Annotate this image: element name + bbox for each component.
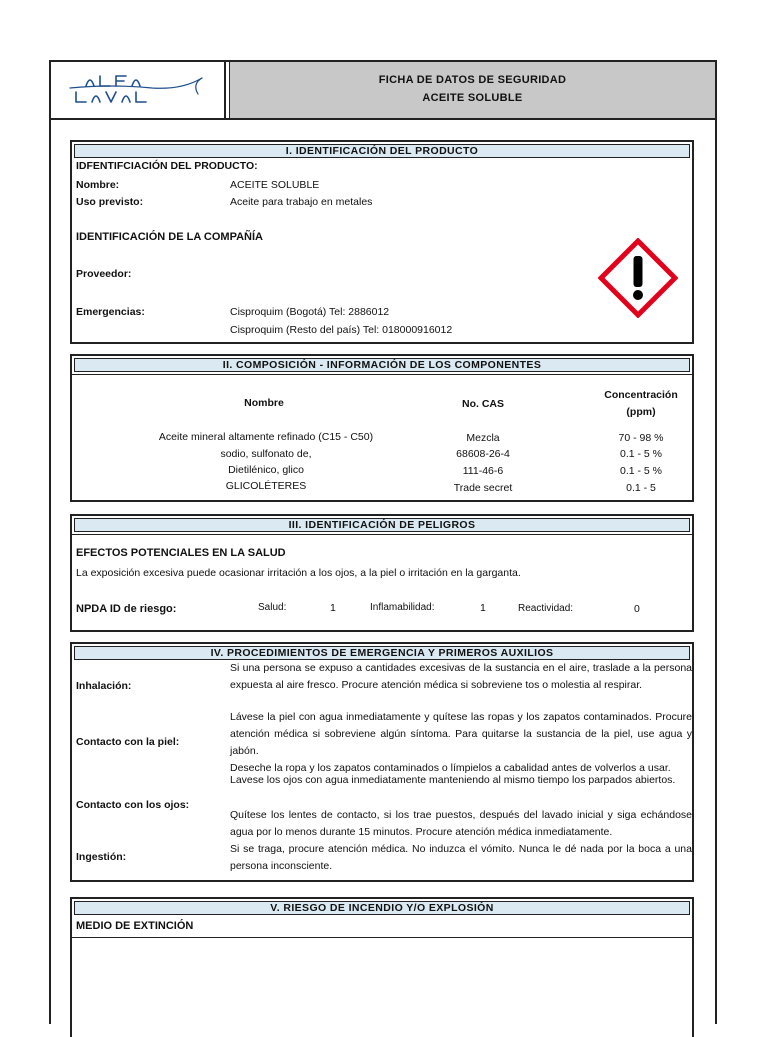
uso-value: Aceite para trabajo en metales (230, 196, 373, 208)
company-heading: IDENTIFICACIÓN DE LA COMPAÑÍA (76, 231, 263, 243)
uso-label: Uso previsto: (76, 196, 144, 208)
efectos-text: La exposición excesiva puede ocasionar irritación a los ojos, a la piel o irritación en la garganta. (76, 567, 521, 579)
table-cell-cas: 68608-26-4 (456, 448, 510, 460)
section-title: IV. PROCEDIMIENTOS DE EMERGENCIA Y PRIMEROS AUXILIOS (74, 646, 690, 660)
document-title-box (229, 62, 715, 118)
section-composicion (70, 354, 694, 502)
ojos-label: Contacto con los ojos: (76, 799, 190, 811)
reactividad-value: 0 (634, 603, 640, 615)
table-cell-conc: 0.1 - 5 % (619, 465, 663, 477)
inhalacion-label: Inhalación: (76, 680, 132, 692)
inflamabilidad-label: Inflamabilidad: (370, 602, 435, 613)
section-title: III. IDENTIFICACIÓN DE PELIGROS (74, 518, 690, 532)
table-cell-conc: 0.1 - 5 (626, 482, 656, 494)
section-riesgo-incendio (70, 897, 694, 1037)
inhalacion-text: Si una persona se expuso a cantidades excesivas de la sustancia en el aire, traslade a la persona expuesta al aire fresco. Procure atención médica si sobreviene tos o molestia al respirar. (230, 662, 692, 691)
table-cell-nombre: Dietilénico, glico (228, 464, 304, 476)
column-header-ppm: (ppm) (626, 406, 656, 418)
section-divider (72, 534, 692, 535)
table-cell-conc: 0.1 - 5 % (619, 448, 663, 460)
column-header-nombre: Nombre (244, 397, 284, 409)
section-peligros (70, 514, 694, 632)
emergencias-line-2: Cisproquim (Resto del país) Tel: 018000916012 (230, 324, 453, 336)
company-logo (52, 62, 226, 118)
nombre-label: Nombre: (76, 179, 120, 191)
table-cell-nombre: GLICOLÉTERES (225, 480, 307, 492)
document-title: FICHA DE DATOS DE SEGURIDAD (378, 74, 567, 86)
salud-value: 1 (330, 602, 336, 614)
section-divider (72, 937, 692, 938)
section-title: V. RIESGO DE INCENDIO Y/O EXPLOSIÓN (74, 901, 690, 915)
header-divider (51, 118, 715, 120)
section-divider (72, 374, 692, 375)
ghs-exclamation-icon (598, 238, 678, 318)
medio-extincion-heading: MEDIO DE EXTINCIÓN (76, 920, 194, 932)
inflamabilidad-value: 1 (480, 602, 486, 614)
ingestion-label: Ingestión: (76, 851, 127, 863)
salud-label: Salud: (258, 602, 287, 613)
table-cell-nombre: Aceite mineral altamente refinado (C15 - C50) (158, 431, 374, 443)
table-cell-cas: Trade secret (453, 482, 513, 494)
efectos-heading: EFECTOS POTENCIALES EN LA SALUD (76, 547, 286, 559)
npda-label: NPDA ID de riesgo: (76, 603, 177, 615)
alfa-laval-logo-icon (52, 62, 226, 118)
ingestion-text: Si se traga, procure atención médica. No induzca el vómito. Nunca le dé nada por la boca a una persona inconsciente. (230, 843, 692, 872)
ojos-text-1: Lavese los ojos con agua inmediatamente manteniendo al mismo tiempo los parpados abiertos. (230, 774, 676, 786)
section-title: II. COMPOSICIÓN - INFORMACIÓN DE LOS COMPONENTES (74, 358, 690, 372)
nombre-value: ACEITE SOLUBLE (230, 179, 320, 191)
piel-text-2: Deseche la ropa y los zapatos contaminados o límpielos a cabalidad antes de volverlos a usar. (230, 762, 671, 774)
product-title: ACEITE SOLUBLE (422, 92, 523, 104)
section-primeros-auxilios (70, 642, 694, 882)
section-title: I. IDENTIFICACIÓN DEL PRODUCTO (74, 144, 690, 158)
emergencias-label: Emergencias: (76, 306, 145, 318)
column-header-concentracion: Concentración (604, 389, 678, 401)
ojos-text-2: Quítese los lentes de contacto, si los trae puestos, después del lavado inicial y siga echándose agua por lo menos durante 15 minutos. Procure atención médica inmediatamente. (230, 809, 692, 838)
proveedor-label: Proveedor: (76, 268, 132, 280)
table-cell-nombre: sodio, sulfonato de, (220, 448, 312, 460)
piel-text-1: Lávese la piel con agua inmediatamente y quítese las ropas y los zapatos contaminados. Procure atención médica si sobreviene algún síntoma. Para quitarse la sustancia de la piel, use agua y jabón. (230, 711, 692, 757)
column-header-cas: No. CAS (462, 398, 504, 410)
reactividad-label: Reactividad: (518, 603, 574, 614)
table-cell-cas: Mezcla (466, 432, 500, 444)
emergencias-line-1: Cisproquim (Bogotá) Tel: 2886012 (230, 306, 390, 318)
table-cell-conc: 70 - 98 % (618, 432, 664, 444)
piel-label: Contacto con la piel: (76, 736, 180, 748)
section-identificacion-producto (70, 140, 694, 344)
table-cell-cas: 111-46-6 (462, 465, 504, 477)
product-id-subtitle: IDFENTIFCIACIÓN DEL PRODUCTO: (76, 160, 258, 172)
